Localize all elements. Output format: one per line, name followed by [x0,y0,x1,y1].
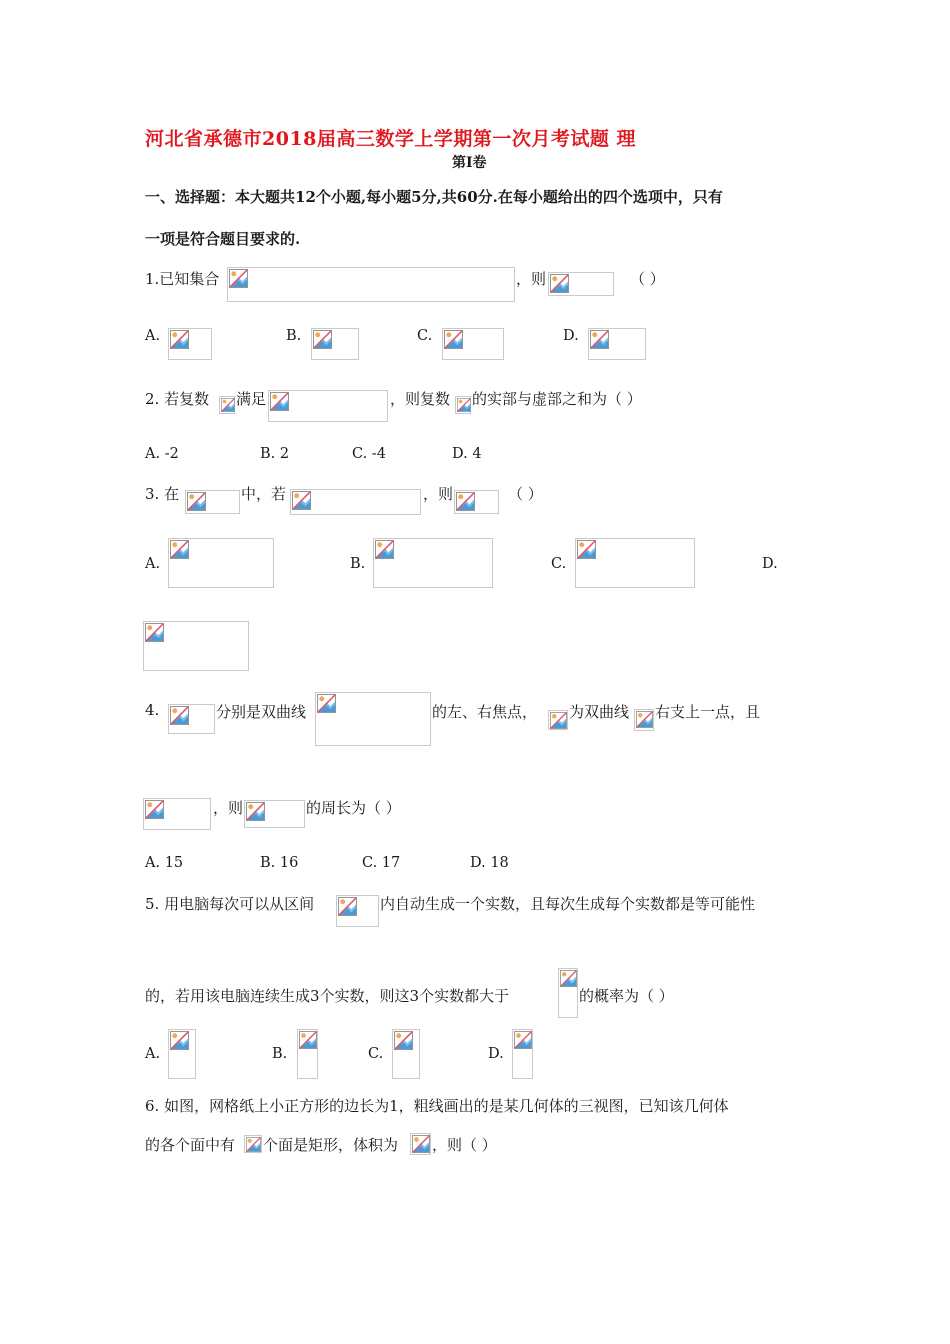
q6-text: ，则（ ） [432,1136,497,1154]
q5-text: 的概率为（ ） [579,987,674,1005]
q2-text: 满足 [236,390,267,408]
q1-option-d: D. [563,328,579,344]
q3-option-d: D. [762,556,778,572]
formula-image [575,538,695,588]
formula-image [227,267,515,302]
q6-text: 的各个面中有 [145,1136,236,1154]
formula-image [410,1133,431,1155]
q5-text: 的，若用该电脑连续生成3个实数，则这3个实数都大于 [145,987,510,1005]
q3-option-b: B. [350,556,366,572]
q1-bracket: （ ） [630,270,665,288]
section-subtitle: 第Ⅰ卷 [452,155,487,171]
broken-image-icon [292,491,311,510]
broken-image-icon [590,330,609,349]
q3-text: 中，若 [241,485,287,503]
q6-text: 个面是矩形，体积为 [263,1136,399,1154]
broken-image-icon [170,706,189,725]
broken-image-icon [412,1135,430,1153]
broken-image-icon [550,712,567,729]
formula-image [185,490,240,514]
formula-image [455,396,471,414]
formula-image [588,328,646,360]
q3-option-a: A. [145,556,161,572]
formula-image [168,328,212,360]
q2-text: 的实部与虚部之和为（ ） [472,390,642,408]
q2-text: 2. 若复数 [145,390,210,408]
formula-image [143,798,211,830]
formula-image [219,396,235,414]
formula-image [290,489,421,515]
q5-option-a: A. [145,1046,161,1062]
broken-image-icon [514,1031,532,1049]
broken-image-icon [229,269,248,288]
section-heading-line1: 一、选择题：本大题共12个小题,每小题5分,共60分.在每小题给出的四个选项中，只有 [145,188,723,206]
broken-image-icon [170,540,189,559]
q1-text: ，则 [516,270,547,288]
q4-text: 为双曲线 [569,703,630,721]
q3-text: ，则 [423,485,454,503]
q4-text: 的左、右焦点， [432,703,538,721]
q2-option-b: B. 2 [260,446,290,462]
q5-text: 内自动生成一个实数，且每次生成每个实数都是等可能性 [380,895,756,913]
broken-image-icon [221,398,235,412]
q1-option-b: B. [286,328,302,344]
broken-image-icon [145,800,164,819]
broken-image-icon [246,1137,261,1152]
q2-option-d: D. 4 [452,446,482,462]
formula-image [634,709,654,731]
q4-text: 分别是双曲线 [216,703,307,721]
q4-option-a: A. 15 [145,855,184,871]
q4-text: 4. [145,701,160,719]
q1-text: 1.已知集合 [145,270,220,288]
formula-image [168,538,274,588]
broken-image-icon [246,802,265,821]
formula-image [336,895,379,927]
section-heading-line2: 一项是符合题目要求的. [145,230,301,248]
q4-option-d: D. 18 [470,855,509,871]
q4-option-c: C. 17 [362,855,401,871]
formula-image [512,1029,533,1079]
q6-text: 6. 如图，网格纸上小正方形的边长为1，粗线画出的是某几何体的三视图，已知该几何体 [145,1097,729,1115]
formula-image [297,1029,318,1079]
broken-image-icon [394,1031,413,1050]
formula-image [311,328,359,360]
formula-image [548,272,614,296]
formula-image [373,538,493,588]
q4-text: 的周长为（ ） [306,799,401,817]
broken-image-icon [444,330,463,349]
broken-image-icon [375,540,394,559]
q5-option-b: B. [272,1046,288,1062]
q5-option-c: C. [368,1046,384,1062]
q5-text: 5. 用电脑每次可以从区间 [145,895,315,913]
formula-image [454,490,499,514]
q1-option-c: C. [417,328,433,344]
formula-image [268,390,388,422]
broken-image-icon [299,1031,317,1049]
formula-image [168,704,215,734]
q2-option-a: A. -2 [145,446,179,462]
formula-image [442,328,504,360]
q4-text: 右支上一点，且 [655,703,761,721]
broken-image-icon [145,623,164,642]
q4-text: ，则 [213,799,244,817]
broken-image-icon [170,1031,189,1050]
q3-text: 3. 在 [145,485,180,503]
q3-option-c: C. [551,556,567,572]
broken-image-icon [577,540,596,559]
broken-image-icon [170,330,189,349]
broken-image-icon [456,492,475,511]
q3-bracket: （ ） [508,485,543,503]
formula-image [244,1135,262,1153]
formula-image [244,800,305,828]
broken-image-icon [313,330,332,349]
broken-image-icon [317,694,336,713]
document-title: 河北省承德市2018届高三数学上学期第一次月考试题 理 [145,128,636,150]
formula-image [558,968,578,1018]
q2-text: ，则复数 [390,390,451,408]
broken-image-icon [560,970,577,987]
broken-image-icon [636,711,653,728]
q5-option-d: D. [488,1046,504,1062]
broken-image-icon [338,897,357,916]
broken-image-icon [457,398,471,412]
broken-image-icon [270,392,289,411]
broken-image-icon [187,492,206,511]
formula-image [548,710,568,730]
formula-image [168,1029,196,1079]
formula-image [392,1029,420,1079]
q2-option-c: C. -4 [352,446,386,462]
formula-image [315,692,431,746]
formula-image [143,621,249,671]
q4-option-b: B. 16 [260,855,299,871]
broken-image-icon [550,274,569,293]
q1-option-a: A. [145,328,161,344]
